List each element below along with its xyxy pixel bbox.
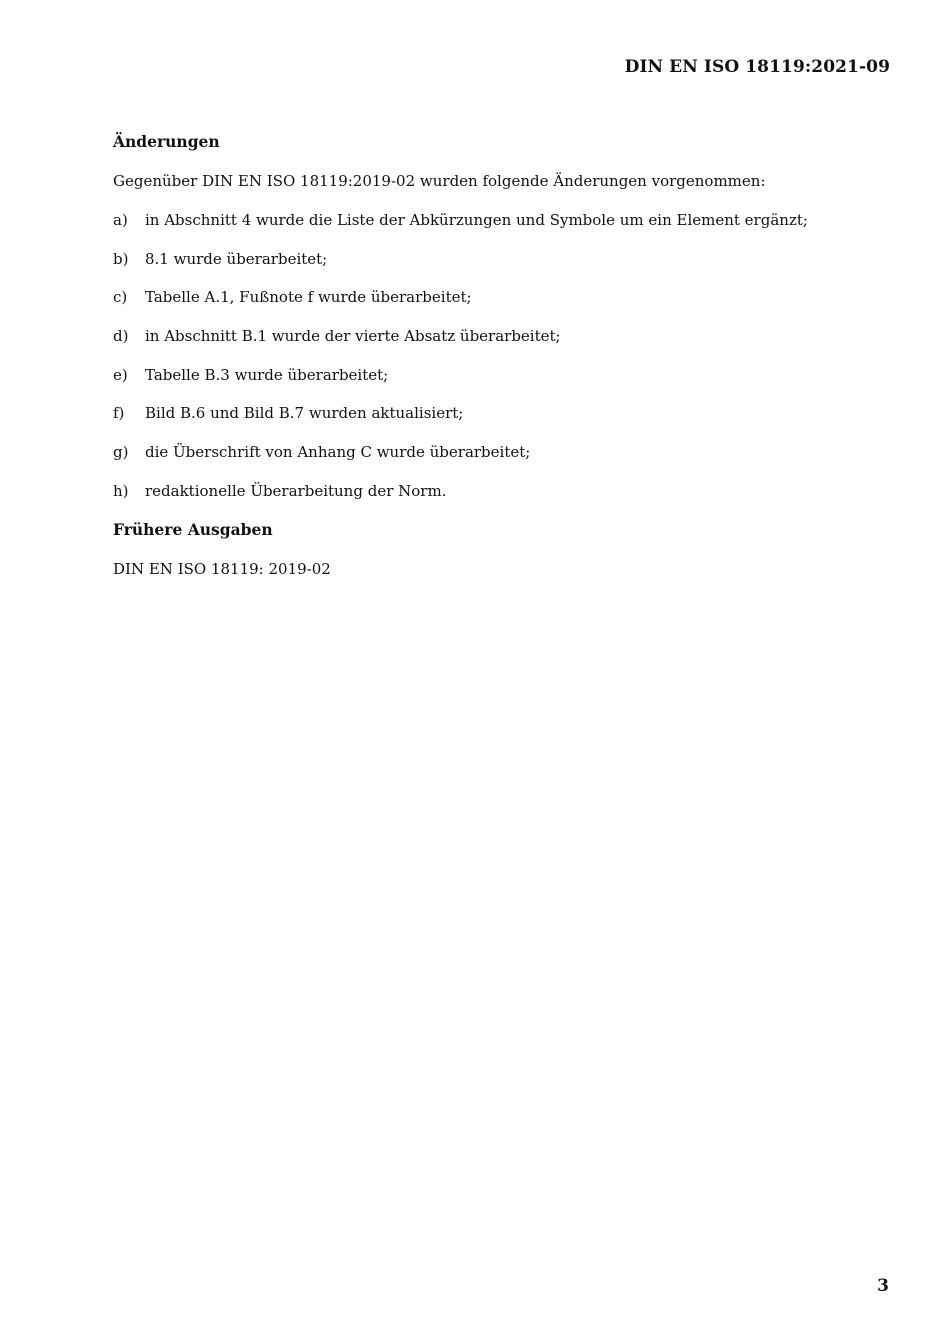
- changes-list: [113, 208, 873, 518]
- list-item: [113, 324, 873, 363]
- list-item: [113, 401, 873, 440]
- list-item-marker: h): [113, 481, 129, 500]
- list-item: [113, 440, 873, 479]
- changes-heading: Änderungen: [113, 132, 220, 151]
- changes-intro: Gegenüber DIN EN ISO 18119:2019-02 wurden folgende Änderungen vorgenommen:: [113, 172, 766, 190]
- list-item: [113, 208, 873, 247]
- list-item: [113, 285, 873, 324]
- list-item-text: 8.1 wurde überarbeitet;: [145, 249, 328, 268]
- list-item-marker: e): [113, 365, 128, 384]
- list-item-text: in Abschnitt B.1 wurde der vierte Absatz überarbeitet;: [145, 327, 561, 346]
- list-item-text: in Abschnitt 4 wurde die Liste der Abkürzungen und Symbole um ein Element ergänzt;: [145, 211, 808, 229]
- list-item-marker: d): [113, 327, 129, 346]
- list-item-text: Tabelle B.3 wurde überarbeitet;: [145, 365, 389, 384]
- document-id-header: DIN EN ISO 18119:2021-09: [624, 57, 890, 77]
- list-item-marker: c): [113, 288, 128, 307]
- list-item-marker: f): [113, 404, 125, 423]
- page-number: 3: [877, 1276, 889, 1296]
- list-item-marker: b): [113, 249, 129, 268]
- list-item: [113, 479, 873, 518]
- list-item-text: Tabelle A.1, Fußnote f wurde überarbeitet;: [145, 288, 472, 307]
- list-item-marker: a): [113, 211, 128, 229]
- list-item: [113, 247, 873, 286]
- previous-editions-heading: Frühere Ausgaben: [113, 519, 273, 539]
- list-item-marker: g): [113, 443, 129, 462]
- page-content: [113, 130, 873, 596]
- list-item-text: Bild B.6 und Bild B.7 wurden aktualisiert;: [145, 404, 464, 423]
- previous-editions-text: DIN EN ISO 18119: 2019-02: [113, 559, 331, 578]
- list-item-text: redaktionelle Überarbeitung der Norm.: [145, 481, 447, 500]
- list-item: [113, 363, 873, 402]
- list-item-text: die Überschrift von Anhang C wurde überarbeitet;: [145, 443, 531, 462]
